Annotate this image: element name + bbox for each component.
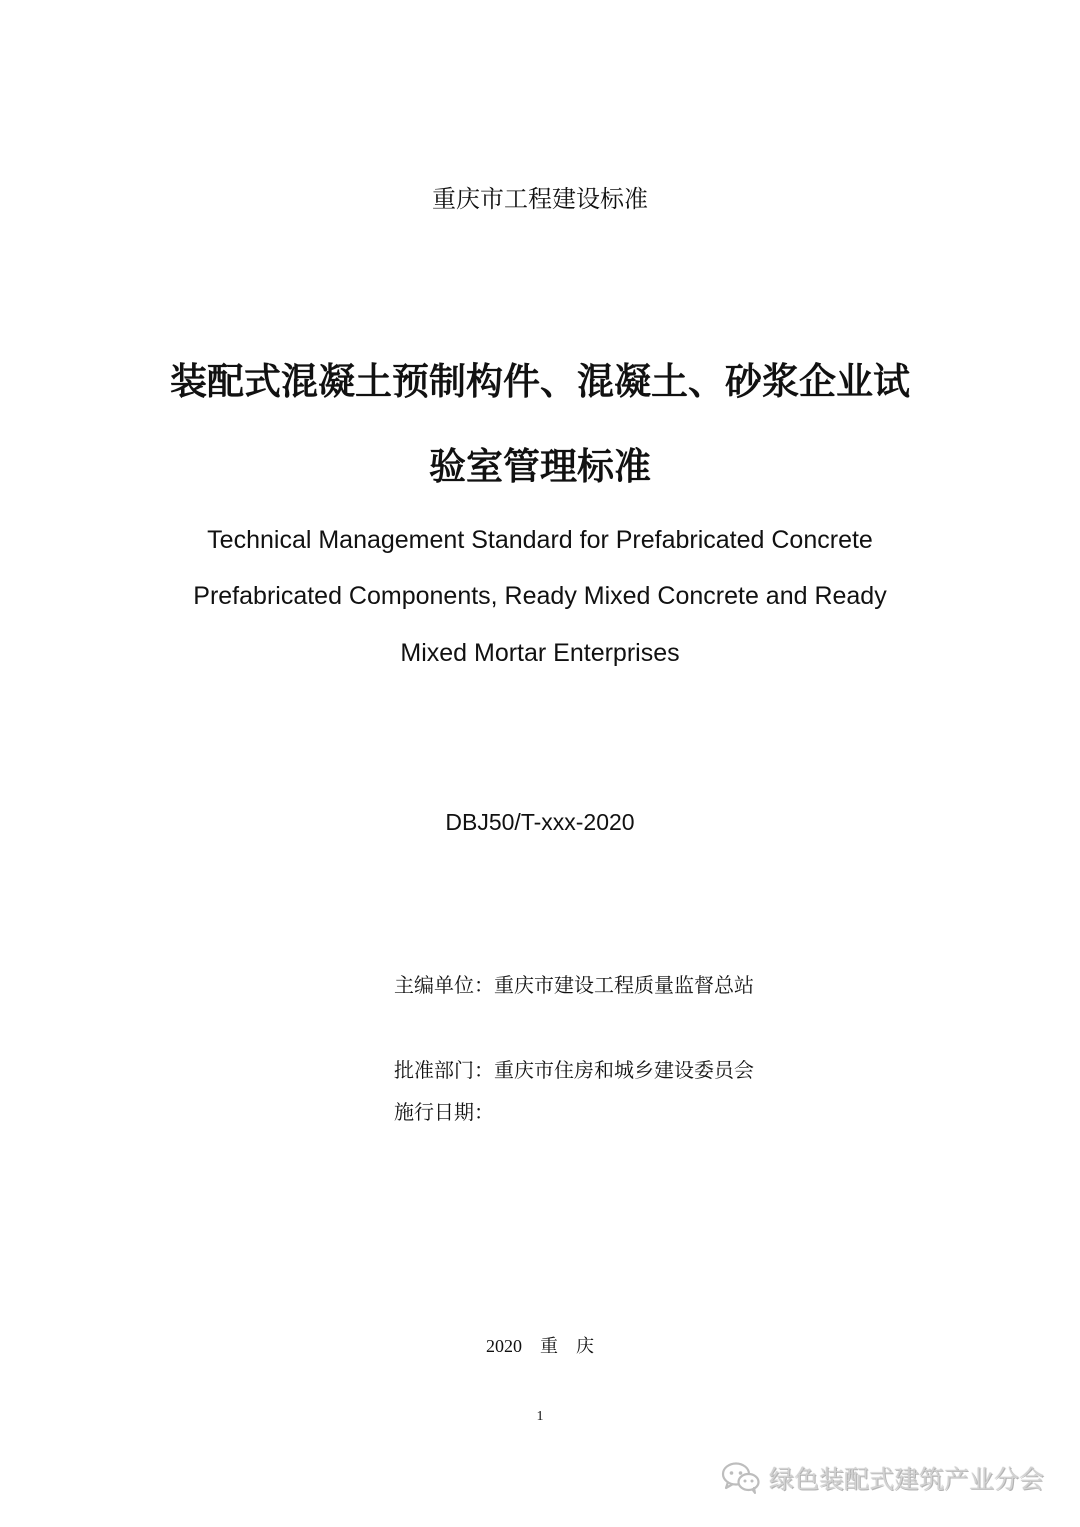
title-cn-line-2: 验室管理标准 (429, 444, 651, 488)
title-en-line-3: Mixed Mortar Enterprises (400, 639, 680, 667)
standard-category: 重庆市工程建设标准 (432, 185, 648, 213)
effective-date: 施行日期： (394, 1100, 494, 1124)
title-en-line-1: Technical Management Standard for Prefabricated Concrete (207, 526, 873, 554)
watermark-text: 绿色装配式建筑产业分会 (768, 1465, 1044, 1494)
page-number: 1 (536, 1409, 544, 1424)
title-en-line-2: Prefabricated Components, Ready Mixed Concrete and Ready (193, 582, 887, 610)
standard-code: DBJ50/T-xxx-2020 (445, 809, 635, 835)
watermark (721, 1456, 1044, 1500)
wechat-icon (721, 1461, 761, 1495)
chief-editor-unit: 主编单位：重庆市建设工程质量监督总站 (394, 973, 754, 997)
title-cn-line-1: 装配式混凝土预制构件、混凝土、砂浆企业试 (170, 359, 910, 403)
year-city (0, 1332, 1080, 1360)
publication-city: 重庆 (540, 1336, 612, 1356)
publication-year: 2020 (486, 1336, 522, 1356)
approving-department: 批准部门：重庆市住房和城乡建设委员会 (394, 1058, 754, 1082)
